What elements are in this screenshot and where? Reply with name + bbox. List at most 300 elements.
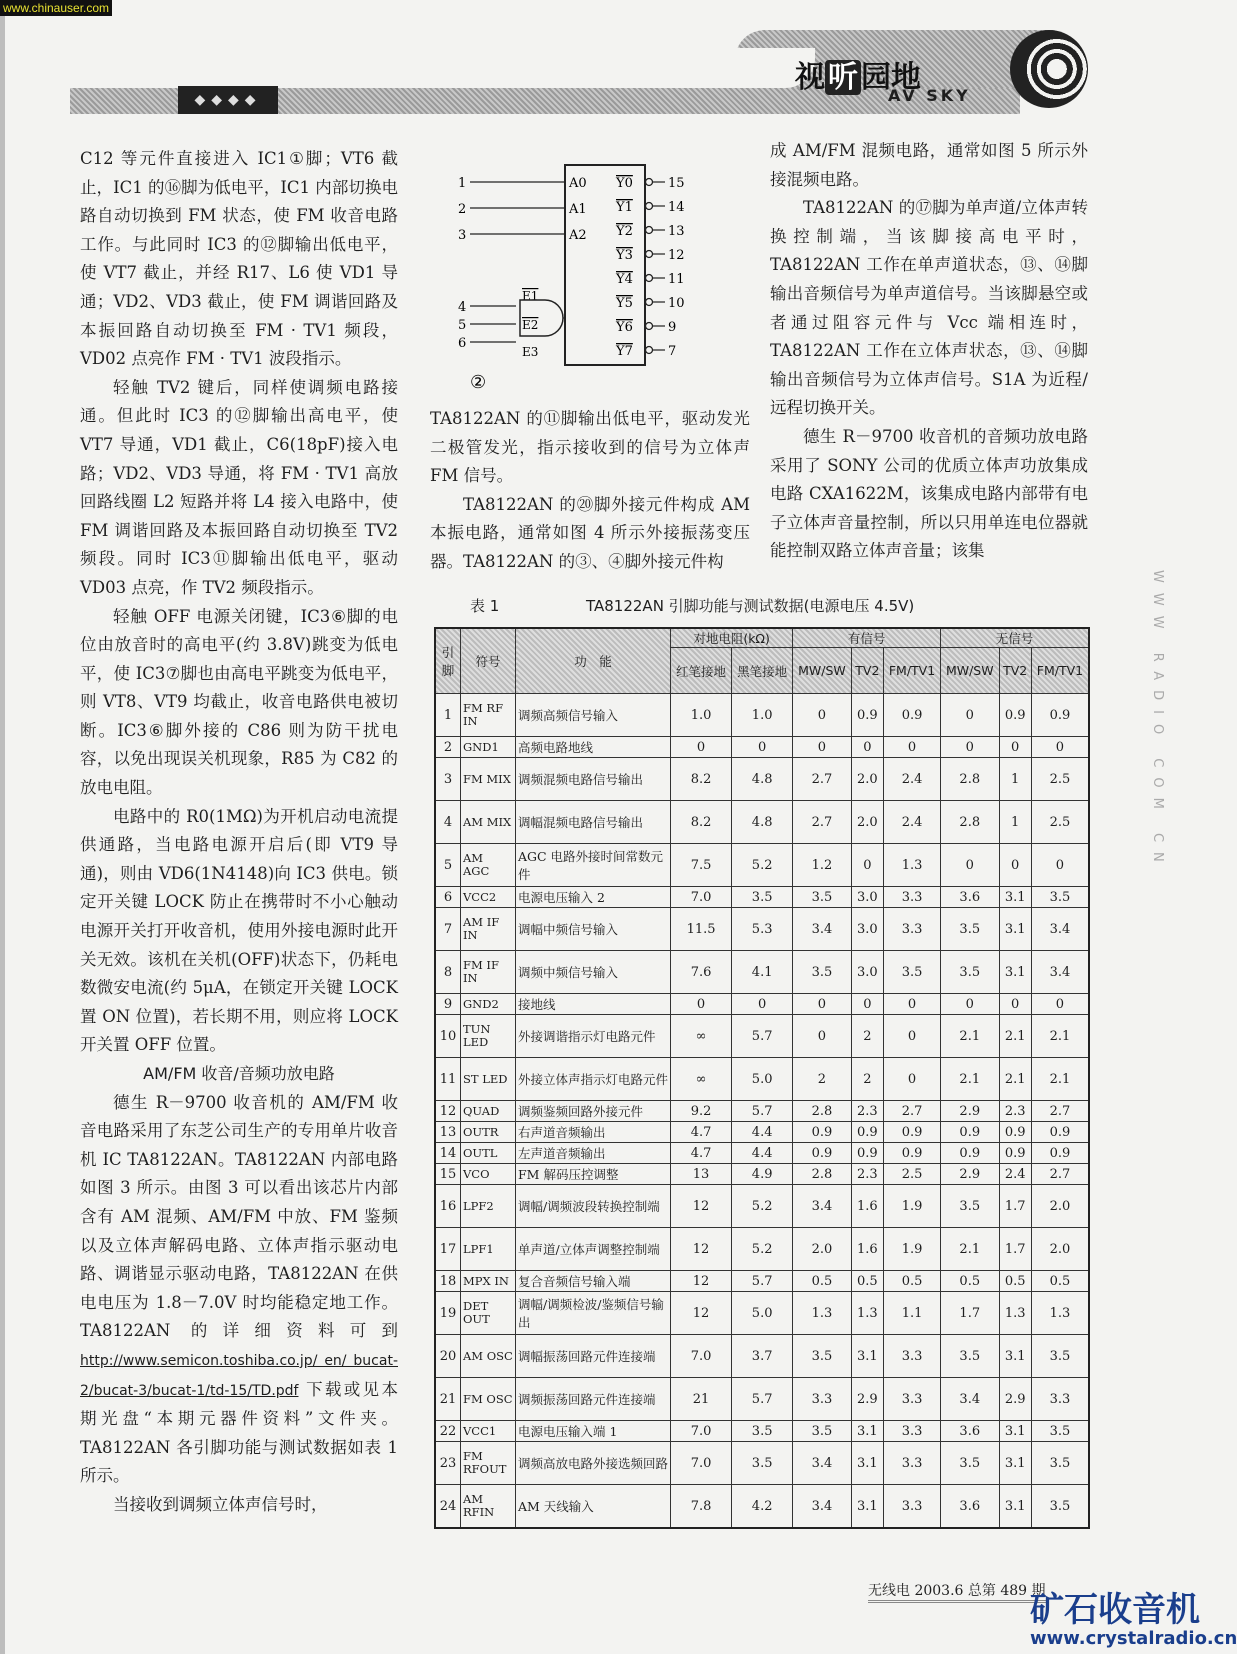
cell-function: AM 天线输入 [516, 1485, 671, 1529]
cell-function: 调频鉴频回路外接元件 [516, 1101, 671, 1122]
cell-sig-tv2: 3.0 [851, 908, 883, 951]
page-edge [0, 0, 5, 1654]
cell-sig-fmtv1: 0 [884, 1015, 941, 1058]
table-row [435, 1185, 1089, 1228]
cell-red: 7.6 [671, 951, 732, 994]
cell-sig-tv2: 3.1 [851, 1442, 883, 1485]
cell-sig-fmtv1: 3.3 [884, 887, 941, 908]
cell-sig-fmtv1: 3.3 [884, 1378, 941, 1421]
col-header-no-signal: 无信号 [941, 628, 1089, 648]
cell-sig-fmtv1: 2.7 [884, 1101, 941, 1122]
cell-red: 7.5 [671, 844, 732, 887]
cell-red: 7.0 [671, 1421, 732, 1442]
table-row [435, 1058, 1089, 1101]
table-title: TA8122AN 引脚功能与测试数据(电源电压 4.5V) [586, 597, 915, 615]
cell-sig-tv2: 2.0 [851, 801, 883, 844]
cell-nosig-fmtv1: 3.5 [1031, 1442, 1089, 1485]
output-pin-number: 15 [668, 176, 685, 191]
cell-nosig-mwsw: 0.5 [941, 1271, 999, 1292]
table-row [435, 1228, 1089, 1271]
cell-nosig-mwsw: 1.7 [941, 1292, 999, 1335]
cell-red: 0 [671, 994, 732, 1015]
cell-red: 7.8 [671, 1485, 732, 1529]
cell-red: 1.0 [671, 694, 732, 737]
paragraph: TA8122AN 的⑰脚为单声道/立体声转换控制端，当该脚接高电平时，TA8122AN 工作在单声道状态，⑬、⑭脚输出音频信号为单声道信号。当该脚悬空或者通过阻容元件与 Vcc 端相连时，TA8122AN 工作在立体声状态，⑬、⑭脚输出音频信号为立体声信号。S1A 为近程/远程切换开关。 [770, 198, 1088, 418]
cell-red: 4.7 [671, 1143, 732, 1164]
cell-nosig-fmtv1: 2.1 [1031, 1015, 1089, 1058]
cell-black: 4.4 [732, 1143, 793, 1164]
cell-pin: 2 [435, 737, 461, 758]
cell-black: 5.2 [732, 844, 793, 887]
cell-function: FM 解码压控调整 [516, 1164, 671, 1185]
cell-symbol: LPF1 [461, 1228, 516, 1271]
table-row [435, 1335, 1089, 1378]
cell-red: 7.0 [671, 887, 732, 908]
cell-nosig-tv2: 0 [999, 844, 1031, 887]
table-row [435, 1485, 1089, 1529]
section-heading: AM/FM 收音/音频功放电路 [143, 1064, 335, 1083]
cell-nosig-mwsw: 2.9 [941, 1101, 999, 1122]
cell-nosig-mwsw: 3.6 [941, 1421, 999, 1442]
cell-sig-mwsw: 2.8 [793, 1164, 851, 1185]
cell-nosig-fmtv1: 3.4 [1031, 951, 1089, 994]
paragraph-text: 下载或见本期光盘“本期元器件资料”文件夹。TA8122AN 各引脚功能与测试数据如表 1 所示。 [80, 1379, 398, 1486]
cell-symbol: GND2 [461, 994, 516, 1015]
cell-red: ∞ [671, 1015, 732, 1058]
cell-sig-tv2: 3.1 [851, 1335, 883, 1378]
col-header-black: 黑笔接地 [732, 648, 793, 694]
paragraph: 电路中的 R0(1MΩ)为开机启动电流提供通路，当电路电源开启后(即 VT9 导通)，则由 VD6(1N4148)向 IC3 供电。锁定开关键 LOCK 防止在携带时不小心触动电源开关打开收音机，使用外接电源时此开关无效。该机在关机(OFF)状态下，仍耗电数微安电流(约 5μA，在锁定开关键 LOCK 置 ON 位置)，若长期不用，则应将 LOCK 开关置 OFF 位置。 [80, 806, 398, 1055]
cell-function: 调幅/调频波段转换控制端 [516, 1185, 671, 1228]
table-row [435, 1164, 1089, 1185]
cell-sig-mwsw: 2.8 [793, 1101, 851, 1122]
cell-function: 调频高放电路外接选频回路 [516, 1442, 671, 1485]
paragraph: TA8122AN 的⑪脚输出低电平，驱动发光二极管发光，指示接收到的信号为立体声 FM 信号。 [430, 409, 750, 486]
cell-nosig-fmtv1: 0.9 [1031, 1143, 1089, 1164]
brand-part2: 听 [825, 60, 861, 95]
cell-black: 4.4 [732, 1122, 793, 1143]
cell-black: 3.5 [732, 1421, 793, 1442]
cell-black: 3.5 [732, 1442, 793, 1485]
cell-nosig-mwsw: 0.9 [941, 1122, 999, 1143]
cell-nosig-tv2: 1 [999, 801, 1031, 844]
table-row [435, 908, 1089, 951]
cell-symbol: DET OUT [461, 1292, 516, 1335]
cell-sig-tv2: 0.9 [851, 1122, 883, 1143]
cell-nosig-mwsw: 3.6 [941, 1485, 999, 1529]
cell-nosig-mwsw: 2.8 [941, 801, 999, 844]
cell-function: 调幅振荡回路元件连接端 [516, 1335, 671, 1378]
table-row [435, 1421, 1089, 1442]
cell-nosig-tv2: 2.4 [999, 1164, 1031, 1185]
cell-function: 外接调谐指示灯电路元件 [516, 1015, 671, 1058]
cell-function: 单声道/立体声调整控制端 [516, 1228, 671, 1271]
cell-nosig-mwsw: 3.5 [941, 951, 999, 994]
cell-sig-tv2: 0 [851, 994, 883, 1015]
cell-nosig-fmtv1: 2.1 [1031, 1058, 1089, 1101]
paragraph [80, 1089, 398, 1491]
cell-symbol: FM IF IN [461, 951, 516, 994]
cell-nosig-fmtv1: 2.5 [1031, 758, 1089, 801]
cell-pin: 23 [435, 1442, 461, 1485]
cell-pin: 15 [435, 1164, 461, 1185]
cell-pin: 22 [435, 1421, 461, 1442]
cell-function: 电源电压输入端 1 [516, 1421, 671, 1442]
cell-sig-mwsw: 1.2 [793, 844, 851, 887]
cell-sig-tv2: 3.0 [851, 951, 883, 994]
footer-magazine-issue: 无线电 2003.6 总第 489 期 [868, 1580, 1046, 1603]
cell-red: 7.0 [671, 1335, 732, 1378]
table-row [435, 1015, 1089, 1058]
table-row [435, 737, 1089, 758]
inversion-bubble [646, 275, 653, 282]
cell-sig-mwsw: 0 [793, 694, 851, 737]
table-row [435, 1292, 1089, 1335]
table-row [435, 951, 1089, 994]
cell-red: 12 [671, 1292, 732, 1335]
table-row [435, 1101, 1089, 1122]
cell-sig-fmtv1: 0.5 [884, 1271, 941, 1292]
footer-watermark-title: 矿石收音机 [1030, 1590, 1200, 1630]
cell-sig-mwsw: 3.3 [793, 1378, 851, 1421]
cell-pin: 6 [435, 887, 461, 908]
cell-pin: 14 [435, 1143, 461, 1164]
cell-nosig-fmtv1: 3.5 [1031, 1335, 1089, 1378]
table-row [435, 1122, 1089, 1143]
cell-sig-mwsw: 3.4 [793, 908, 851, 951]
table-row [435, 1442, 1089, 1485]
input-pin-number: 3 [458, 228, 467, 243]
cell-red: 0 [671, 737, 732, 758]
inversion-bubble [646, 227, 653, 234]
cell-function: 调频振荡回路元件连接端 [516, 1378, 671, 1421]
output-pin-label: Y5 [616, 296, 633, 311]
cell-black: 5.3 [732, 908, 793, 951]
cell-sig-tv2: 1.6 [851, 1228, 883, 1271]
col-header-resistance: 对地电阻(kΩ) [671, 628, 793, 648]
ic-body [565, 165, 645, 365]
cell-black: 5.7 [732, 1271, 793, 1292]
cell-nosig-fmtv1: 0 [1031, 844, 1089, 887]
cell-nosig-tv2: 2.9 [999, 1378, 1031, 1421]
cell-nosig-tv2: 1.7 [999, 1185, 1031, 1228]
cell-sig-tv2: 3.0 [851, 887, 883, 908]
output-pin-number: 14 [668, 200, 685, 215]
inversion-bubble [646, 323, 653, 330]
brand-subtitle: AV SKY [888, 86, 971, 105]
footer-watermark-url: www.crystalradio.cn [1030, 1628, 1237, 1649]
cell-symbol: AM IF IN [461, 908, 516, 951]
column-2 [430, 405, 750, 577]
cell-sig-mwsw: 3.5 [793, 1421, 851, 1442]
cell-nosig-fmtv1: 2.0 [1031, 1228, 1089, 1271]
cell-sig-tv2: 2 [851, 1015, 883, 1058]
cell-symbol: AM OSC [461, 1335, 516, 1378]
inversion-bubble [646, 347, 653, 354]
cell-sig-tv2: 2.0 [851, 758, 883, 801]
paragraph-text: 德生 R－9700 收音机的 AM/FM 收音电路采用了东芝公司生产的专用单片收音机 IC TA8122AN。TA8122AN 内部电路如图 3 所示。由图 3 可以看出该芯片内部含有 AM 混频、AM/FM 中放、FM 鉴频以及立体声解码电路、立体声指示驱动电路、调谐显示驱动电路，TA8122AN 在供电电压为 1.8－7.0V 时均能稳定地工作。TA8122AN 的详细资料可到 [80, 1092, 398, 1341]
cell-nosig-tv2: 3.1 [999, 951, 1031, 994]
cell-sig-mwsw: 0.5 [793, 1271, 851, 1292]
cell-function: 调频混频电路信号输出 [516, 758, 671, 801]
col-header-with-signal: 有信号 [793, 628, 941, 648]
table-row [435, 694, 1089, 737]
cell-nosig-tv2: 1.7 [999, 1228, 1031, 1271]
cell-sig-mwsw: 1.3 [793, 1292, 851, 1335]
cell-symbol: AM MIX [461, 801, 516, 844]
cell-sig-tv2: 2 [851, 1058, 883, 1101]
cell-sig-tv2: 1.3 [851, 1292, 883, 1335]
col-header-function: 功 能 [516, 628, 671, 694]
pin-data-table [434, 627, 1090, 1529]
input-pin-label: A1 [569, 202, 587, 217]
cell-red: 4.7 [671, 1122, 732, 1143]
cell-sig-fmtv1: 1.3 [884, 844, 941, 887]
cell-red: 13 [671, 1164, 732, 1185]
output-pin-label: Y0 [616, 176, 633, 191]
cell-sig-fmtv1: 0 [884, 994, 941, 1015]
cell-pin: 8 [435, 951, 461, 994]
cell-sig-tv2: 0 [851, 737, 883, 758]
cell-function: 电源电压输入 2 [516, 887, 671, 908]
cell-nosig-mwsw: 3.5 [941, 1185, 999, 1228]
cell-nosig-mwsw: 2.9 [941, 1164, 999, 1185]
cell-nosig-mwsw: 0 [941, 694, 999, 737]
paragraph: 轻触 TV2 键后，同样使调频电路接通。但此时 IC3 的⑫脚输出高电平，使 VT7 导通，VD1 截止，C6(18pF)接入电路；VD2、VD3 导通，将 FM · TV1 高放回路线圈 L2 短路并将 L4 接入电路中，使 FM 调谐回路及本振回路自动切换至 TV2 频段。同时 IC3⑪脚输出低电平，驱动 VD03 点亮，作 TV2 频段指示。 [80, 377, 398, 597]
cell-sig-fmtv1: 2.5 [884, 1164, 941, 1185]
table-row [435, 1378, 1089, 1421]
column-1 [80, 145, 398, 1520]
cell-nosig-fmtv1: 0 [1031, 737, 1089, 758]
paragraph: 轻触 OFF 电源关闭键，IC3⑥脚的电位由放音时的高电平(约 3.8V)跳变为低电平，使 IC3⑦脚也由高电平跳变为低电平，则 VT8、VT9 均截止，收音电路供电被切断。IC3⑥脚外接的 C86 则为防干扰电容，以免出现误关机现象，R85 为 C82 的放电电阻。 [80, 606, 398, 798]
cell-pin: 16 [435, 1185, 461, 1228]
cell-sig-mwsw: 3.5 [793, 1335, 851, 1378]
col-header-symbol: 符号 [461, 628, 516, 694]
cell-symbol: FM OSC [461, 1378, 516, 1421]
inversion-bubble [646, 299, 653, 306]
inversion-bubble [646, 251, 653, 258]
decoder-schematic [450, 160, 710, 400]
cell-nosig-fmtv1: 1.3 [1031, 1292, 1089, 1335]
figure-marker: ② [470, 372, 487, 393]
cell-sig-fmtv1: 1.9 [884, 1185, 941, 1228]
cell-nosig-fmtv1: 2.5 [1031, 801, 1089, 844]
output-pin-label: Y4 [616, 272, 633, 287]
cell-symbol: LPF2 [461, 1185, 516, 1228]
cell-black: 0 [732, 994, 793, 1015]
cell-nosig-fmtv1: 3.5 [1031, 887, 1089, 908]
cell-sig-tv2: 2.9 [851, 1378, 883, 1421]
cell-pin: 5 [435, 844, 461, 887]
col-header-red: 红笔接地 [671, 648, 732, 694]
cell-nosig-fmtv1: 0.9 [1031, 1122, 1089, 1143]
cell-nosig-fmtv1: 3.5 [1031, 1485, 1089, 1529]
cell-sig-fmtv1: 3.3 [884, 1335, 941, 1378]
cell-symbol: VCC2 [461, 887, 516, 908]
cell-sig-fmtv1: 3.5 [884, 951, 941, 994]
cell-black: 5.0 [732, 1292, 793, 1335]
cell-nosig-fmtv1: 0.5 [1031, 1271, 1089, 1292]
cell-nosig-tv2: 3.1 [999, 1485, 1031, 1529]
enable-pin-number: 4 [458, 300, 467, 315]
cell-nosig-mwsw: 3.5 [941, 1335, 999, 1378]
cell-symbol: ST LED [461, 1058, 516, 1101]
cell-function: 复合音频信号输入端 [516, 1271, 671, 1292]
output-pin-label: Y6 [616, 320, 633, 335]
cell-black: 4.1 [732, 951, 793, 994]
cell-sig-fmtv1: 3.3 [884, 1485, 941, 1529]
cell-sig-mwsw: 3.4 [793, 1442, 851, 1485]
cell-sig-tv2: 0.5 [851, 1271, 883, 1292]
cell-sig-fmtv1: 3.3 [884, 1442, 941, 1485]
cell-pin: 11 [435, 1058, 461, 1101]
cell-sig-tv2: 0.9 [851, 1143, 883, 1164]
cell-sig-tv2: 0.9 [851, 694, 883, 737]
brand-part3: 园地 [861, 60, 921, 95]
cell-function: 高频电路地线 [516, 737, 671, 758]
output-pin-label: Y3 [616, 248, 633, 263]
output-pin-number: 9 [668, 320, 677, 335]
cell-black: 4.9 [732, 1164, 793, 1185]
cell-nosig-mwsw: 2.8 [941, 758, 999, 801]
cell-nosig-tv2: 3.1 [999, 1442, 1031, 1485]
inversion-bubble [646, 203, 653, 210]
datasheet-link[interactable]: http://www.semicon.toshiba.co.jp/ en/ bucat-2/bucat-3/bucat-1/td-15/TD.pdf [80, 1352, 398, 1399]
input-pin-number: 2 [458, 202, 467, 217]
table-row [435, 844, 1089, 887]
cell-black: 5.2 [732, 1228, 793, 1271]
enable-label: E2 [522, 318, 539, 332]
paragraph: TA8122AN 的⑳脚外接元件构成 AM 本振电路，通常如图 4 所示外接振荡变压器。TA8122AN 的③、④脚外接元件构 [430, 494, 750, 571]
cell-nosig-tv2: 2.1 [999, 1058, 1031, 1101]
cell-red: 12 [671, 1185, 732, 1228]
cell-red: ∞ [671, 1058, 732, 1101]
cell-nosig-tv2: 0.9 [999, 1143, 1031, 1164]
cell-nosig-tv2: 0.9 [999, 1122, 1031, 1143]
cell-symbol: QUAD [461, 1101, 516, 1122]
input-pin-label: A2 [569, 228, 587, 243]
cell-nosig-mwsw: 0 [941, 737, 999, 758]
cell-nosig-mwsw: 0.9 [941, 1143, 999, 1164]
output-pin-number: 13 [668, 224, 685, 239]
cell-pin: 18 [435, 1271, 461, 1292]
cell-sig-tv2: 3.1 [851, 1485, 883, 1529]
cell-sig-fmtv1: 3.3 [884, 908, 941, 951]
cell-sig-mwsw: 2.7 [793, 801, 851, 844]
cell-nosig-fmtv1: 2.7 [1031, 1101, 1089, 1122]
cell-nosig-fmtv1: 2.0 [1031, 1185, 1089, 1228]
magazine-logo-icon [1010, 30, 1088, 108]
cell-black: 5.2 [732, 1185, 793, 1228]
paragraph: 成 AM/FM 混频电路，通常如图 5 所示外接混频电路。 [770, 141, 1088, 189]
cell-sig-fmtv1: 0.9 [884, 1143, 941, 1164]
cell-function: 左声道音频输出 [516, 1143, 671, 1164]
cell-black: 5.7 [732, 1015, 793, 1058]
cell-black: 0 [732, 737, 793, 758]
column-3 [770, 137, 1088, 566]
cell-symbol: AM RFIN [461, 1485, 516, 1529]
section-tag: ◆◆◆◆ [178, 86, 278, 114]
cell-sig-fmtv1: 0 [884, 737, 941, 758]
paragraph: 德生 R－9700 收音机的音频功放电路采用了 SONY 公司的优质立体声功放集成电路 CXA1622M，该集成电路内部带有电子立体声音量控制，所以只用单连电位器就能控制双路立体声音量；该集 [770, 426, 1088, 561]
cell-sig-tv2: 2.3 [851, 1164, 883, 1185]
output-pin-label: Y2 [616, 224, 633, 239]
cell-sig-mwsw: 3.4 [793, 1485, 851, 1529]
cell-sig-mwsw: 2.0 [793, 1228, 851, 1271]
cell-black: 5.7 [732, 1101, 793, 1122]
input-pin-number: 1 [458, 176, 467, 191]
cell-function: 右声道音频输出 [516, 1122, 671, 1143]
cell-red: 12 [671, 1271, 732, 1292]
cell-nosig-tv2: 1 [999, 758, 1031, 801]
cell-sig-mwsw: 0 [793, 994, 851, 1015]
cell-symbol: FM RF IN [461, 694, 516, 737]
cell-red: 9.2 [671, 1101, 732, 1122]
cell-nosig-fmtv1: 0 [1031, 994, 1089, 1015]
cell-sig-mwsw: 2.7 [793, 758, 851, 801]
cell-pin: 9 [435, 994, 461, 1015]
cell-function: 调幅中频信号输入 [516, 908, 671, 951]
output-pin-number: 11 [668, 272, 685, 287]
cell-pin: 7 [435, 908, 461, 951]
cell-symbol: FM MIX [461, 758, 516, 801]
cell-nosig-tv2: 3.1 [999, 1335, 1031, 1378]
col-header-pin: 引脚 [435, 628, 461, 694]
col-header-band: FM/TV1 [884, 648, 941, 694]
cell-nosig-fmtv1: 2.7 [1031, 1164, 1089, 1185]
output-pin-number: 10 [668, 296, 685, 311]
cell-function: 调频中频信号输入 [516, 951, 671, 994]
cell-symbol: GND1 [461, 737, 516, 758]
cell-symbol: VCO [461, 1164, 516, 1185]
cell-sig-mwsw: 0 [793, 1015, 851, 1058]
cell-function: 调频高频信号输入 [516, 694, 671, 737]
cell-sig-mwsw: 0.9 [793, 1143, 851, 1164]
output-pin-label: Y1 [616, 200, 633, 215]
cell-black: 3.5 [732, 887, 793, 908]
watermark-top: www.chinauser.com [0, 0, 112, 16]
cell-nosig-tv2: 3.1 [999, 1421, 1031, 1442]
cell-nosig-tv2: 0 [999, 994, 1031, 1015]
cell-nosig-fmtv1: 3.4 [1031, 908, 1089, 951]
cell-nosig-tv2: 2.1 [999, 1015, 1031, 1058]
cell-sig-mwsw: 3.4 [793, 1185, 851, 1228]
cell-nosig-fmtv1: 0.9 [1031, 694, 1089, 737]
cell-symbol: AM AGC [461, 844, 516, 887]
cell-black: 4.8 [732, 801, 793, 844]
table-row [435, 1271, 1089, 1292]
cell-symbol: OUTL [461, 1143, 516, 1164]
cell-pin: 24 [435, 1485, 461, 1529]
paragraph: C12 等元件直接进入 IC1①脚；VT6 截止，IC1 的⑯脚为低电平，IC1 内部切换电路自动切换到 FM 状态，使 FM 收音电路工作。与此同时 IC3 的⑫脚输出低电平，使 VT7 截止，并经 R17、L6 使 VD1 导通；VD2、VD3 截止，使 FM 调谐回路及本振回路自动切换至 FM · TV1 频段，VD02 点亮作 FM · TV1 波段指示。 [80, 149, 398, 369]
cell-pin: 19 [435, 1292, 461, 1335]
cell-red: 21 [671, 1378, 732, 1421]
cell-nosig-tv2: 1.3 [999, 1292, 1031, 1335]
cell-nosig-mwsw: 3.5 [941, 1442, 999, 1485]
cell-nosig-mwsw: 2.1 [941, 1058, 999, 1101]
cell-nosig-tv2: 0.9 [999, 694, 1031, 737]
cell-pin: 21 [435, 1378, 461, 1421]
enable-label: E1 [522, 289, 539, 303]
cell-pin: 20 [435, 1335, 461, 1378]
cell-red: 7.0 [671, 1442, 732, 1485]
cell-pin: 17 [435, 1228, 461, 1271]
output-pin-number: 12 [668, 248, 685, 263]
cell-pin: 10 [435, 1015, 461, 1058]
cell-nosig-fmtv1: 3.3 [1031, 1378, 1089, 1421]
cell-nosig-mwsw: 0 [941, 994, 999, 1015]
table-caption: 表 1 [470, 597, 500, 615]
